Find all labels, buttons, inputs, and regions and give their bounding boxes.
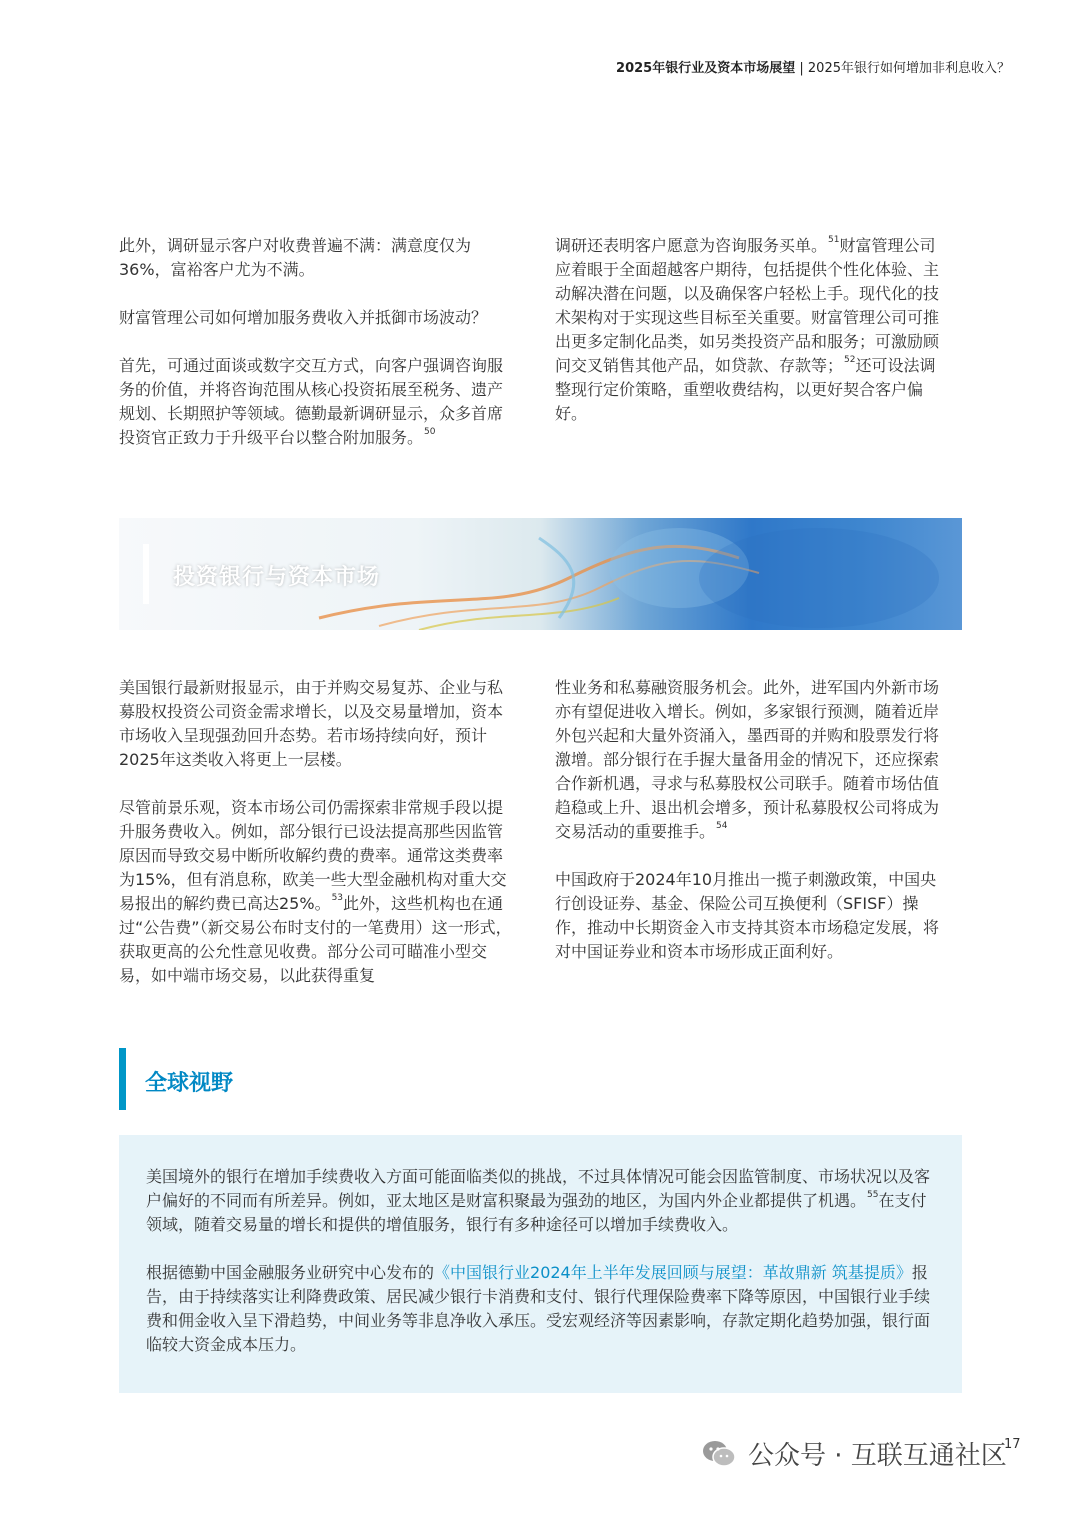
paragraph-text: 调研还表明客户愿意为咨询服务买单。	[555, 236, 828, 255]
footnote-ref: 53	[331, 893, 344, 903]
page-header	[616, 57, 1010, 76]
section-banner	[119, 518, 962, 630]
footnote-ref: 54	[716, 821, 728, 831]
paragraph-text: 美国境外的银行在增加手续费收入方面可能面临类似的挑战，不过具体情况可能会因监管制度、市场状况以及客户偏好的不同而有所差异。例如，亚太地区是财富积聚最为强劲的地区，为国内外企业都提供了机遇。	[146, 1167, 931, 1210]
header-separator: |	[799, 61, 804, 76]
report-title: 2025年银行业及资本市场展望	[616, 61, 796, 76]
wealth-left-column	[119, 234, 514, 474]
wechat-icon	[702, 1439, 736, 1469]
report-link[interactable]: 《中国银行业2024年上半年发展回顾与展望：革故鼎新 筑基提质》	[434, 1263, 912, 1282]
paragraph-text: 财富管理公司应着眼于全面超越客户期待，包括提供个性化体验、主动解决潜在问题，以及确保客户轻松上手。现代化的技术架构对于实现这些目标至关重要。财富管理公司可推出更多定制化品类，如另类投资产品和服务；可激励顾问交叉销售其他产品，如贷款、存款等；	[555, 236, 940, 375]
ib-right-column	[555, 676, 950, 988]
banner-accent-bar	[143, 544, 149, 604]
global-view-box	[119, 1135, 962, 1393]
paragraph-text: 根据德勤中国金融服务业研究中心发布的	[146, 1263, 435, 1282]
section-title: 投资银行与资本市场	[173, 565, 381, 590]
page-number: 17	[1004, 1437, 1021, 1452]
paragraph-text: 报告，由于持续落实让利降费政策、居民减少银行卡消费和支付、银行代理保险费率下降等原因，中国银行业手续费和佣金收入呈下滑趋势，中间业务等非息净收入承压。受宏观经济等因素影响，存款定期化趋势加强，银行面临较大资金成本压力。	[146, 1263, 931, 1354]
paragraph-text: 尽管前景乐观，资本市场公司仍需探索非常规手段以提升服务费收入。例如，部分银行已设法提高那些因监管原因而导致交易中断所收解约费的费率。通常这类费率为15%，但有消息称，欧美一些大型金融机构对重大交易报出的解约费已高达25%。	[119, 798, 507, 913]
paragraph: 美国银行最新财报显示，由于并购交易复苏、企业与私募股权投资公司资金需求增长，以及交易量增加，资本市场收入呈现强劲回升态势。若市场持续向好，预计2025年这类收入将更上一层楼。	[119, 678, 504, 769]
paragraph-text: 在支付领域，随着交易量的增长和提供的增值服务，银行有多种途径可以增加手续费收入。	[146, 1191, 927, 1234]
paragraph	[555, 234, 950, 426]
paragraph: 中国政府于2024年10月推出一揽子刺激政策，中国央行创设证券、基金、保险公司互换便利（SFISF）操作，推动中长期资金入市支持其资本市场稳定发展，将对中国证券业和资本市场形成正面利好。	[555, 870, 940, 961]
paragraph	[146, 1165, 938, 1237]
paragraph-text: 此外，这些机构也在通过“公告费”（新交易公布时支付的一笔费用）这一形式，获取更高的公允性意见收费。部分公司可瞄准小型交易，如中端市场交易，以此获得重复	[119, 894, 512, 985]
paragraph-text: 还可设法调整现行定价策略，重塑收费结构，以更好契合客户偏好。	[555, 356, 936, 423]
footnote-ref: 51	[828, 235, 840, 245]
footnote-ref: 52	[844, 355, 856, 365]
paragraph: 此外，调研显示客户对收费普遍不满：满意度仅为36%，富裕客户尤为不满。	[119, 236, 472, 279]
wealth-right-column	[555, 234, 950, 450]
paragraph-text: 首先，可通过面谈或数字交互方式，向客户强调咨询服务的价值，并将咨询范围从核心投资拓展至税务、遗产规划、长期照护等领域。德勤最新调研显示，众多首席投资官正致力于升级平台以整合附加服务。	[119, 356, 504, 447]
paragraph	[146, 1261, 938, 1357]
paragraph	[119, 796, 514, 988]
watermark-text: 公众号 · 互联互通社区	[748, 1441, 1007, 1471]
footnote-ref: 55	[867, 1190, 879, 1200]
footnote-ref: 50	[424, 427, 436, 437]
paragraph-text: 性业务和私募融资服务机会。此外，进军国内外新市场亦有望促进收入增长。例如，多家银行预测，随着近岸外包兴起和大量外资涌入，墨西哥的并购和股票发行将激增。部分银行在手握大量备用金的情况下，还应探索合作新机遇，寻求与私募股权公司联手。随着市场估值趋稳或上升、退出机会增多，预计私募股权公司将成为交易活动的重要推手。	[555, 678, 940, 841]
paragraph: 财富管理公司如何增加服务费收入并抵御市场波动？	[119, 308, 488, 327]
ib-left-column	[119, 676, 514, 1012]
watermark	[702, 1435, 1007, 1472]
paragraph	[555, 676, 950, 844]
paragraph	[119, 354, 514, 450]
chapter-title: 2025年银行如何增加非利息收入？	[807, 61, 1010, 76]
heading-accent-bar	[119, 1048, 126, 1110]
section-title: 全球视野	[145, 1071, 234, 1096]
